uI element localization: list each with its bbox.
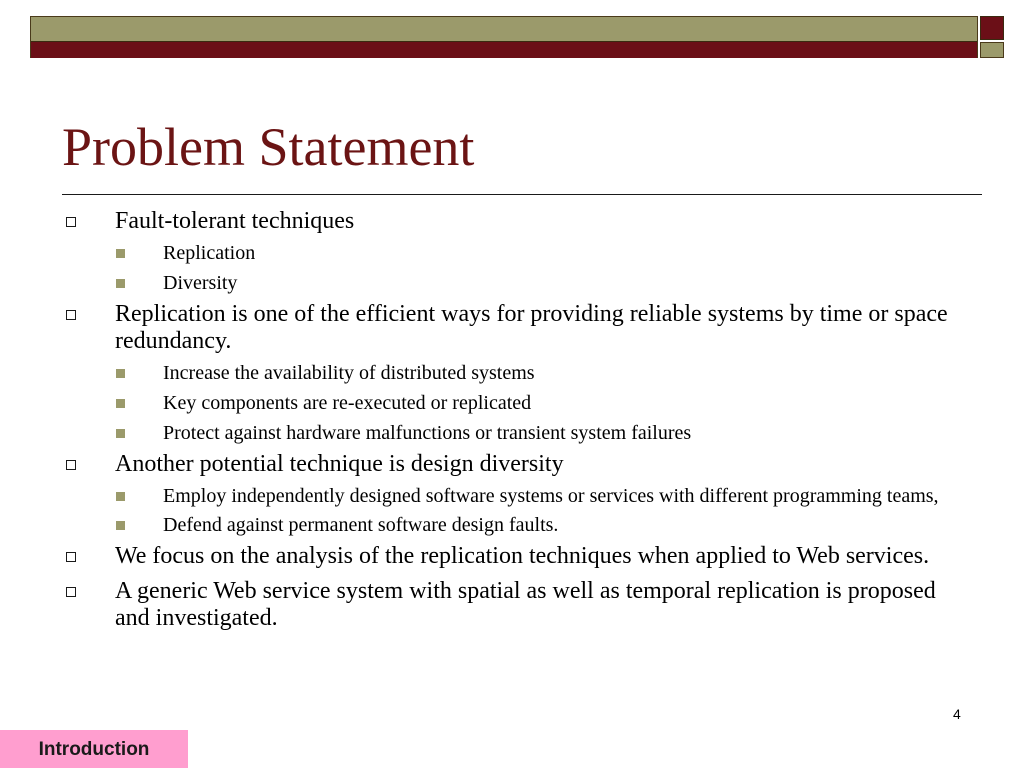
sub-bullet-protect-hardware — [62, 422, 962, 445]
sub-bullet-text: Employ independently designed software systems or services with different programming teams, — [163, 485, 939, 507]
sub-bullet-key-components — [62, 392, 962, 415]
sub-bullet-replication — [62, 242, 962, 265]
slide-body — [62, 204, 962, 632]
hollow-square-bullet-icon — [66, 460, 76, 470]
sub-bullet-diversity — [62, 272, 962, 295]
sub-bullet-text: Defend against permanent software design faults. — [163, 514, 559, 536]
bullet-text: Replication is one of the efficient ways for providing reliable systems by time or space redundancy. — [115, 301, 948, 354]
filled-square-bullet-icon — [116, 279, 125, 288]
bullet-text: A generic Web service system with spatial as well as temporal replication is proposed and investigated. — [115, 578, 936, 631]
sub-bullet-text: Diversity — [163, 272, 238, 294]
sub-bullet-text: Protect against hardware malfunctions or transient system failures — [163, 422, 692, 444]
hollow-square-bullet-icon — [66, 310, 76, 320]
sub-bullet-defend-faults — [62, 514, 962, 537]
bullet-text: Another potential technique is design diversity — [115, 451, 564, 477]
hollow-square-bullet-icon — [66, 217, 76, 227]
filled-square-bullet-icon — [116, 521, 125, 530]
sub-bullet-independent-design — [62, 485, 962, 507]
sub-bullet-availability — [62, 362, 962, 385]
banner-maroon-stripe — [31, 41, 977, 58]
hollow-square-bullet-icon — [66, 552, 76, 562]
bullet-fault-tolerant — [62, 208, 962, 235]
filled-square-bullet-icon — [116, 369, 125, 378]
hollow-square-bullet-icon — [66, 587, 76, 597]
banner-olive-square — [980, 42, 1004, 58]
section-tag[interactable]: Introduction — [0, 730, 188, 768]
bullet-design-diversity — [62, 451, 962, 478]
sub-bullet-text: Increase the availability of distributed systems — [163, 362, 535, 384]
banner-maroon-square — [980, 16, 1004, 40]
slide-title: Problem Statement — [62, 117, 475, 177]
filled-square-bullet-icon — [116, 492, 125, 501]
bullet-focus-analysis — [62, 543, 962, 570]
banner-olive-stripe — [31, 17, 977, 41]
filled-square-bullet-icon — [116, 399, 125, 408]
bullet-generic-system — [62, 578, 962, 632]
bullet-replication-efficient — [62, 301, 962, 355]
title-divider — [62, 194, 982, 195]
filled-square-bullet-icon — [116, 429, 125, 438]
sub-bullet-text: Replication — [163, 242, 256, 264]
page-number: 4 — [953, 706, 961, 722]
top-banner — [30, 16, 978, 58]
sub-bullet-text: Key components are re-executed or replicated — [163, 392, 532, 414]
bullet-text: Fault-tolerant techniques — [115, 208, 355, 234]
filled-square-bullet-icon — [116, 249, 125, 258]
bullet-text: We focus on the analysis of the replication techniques when applied to Web services. — [115, 543, 930, 569]
